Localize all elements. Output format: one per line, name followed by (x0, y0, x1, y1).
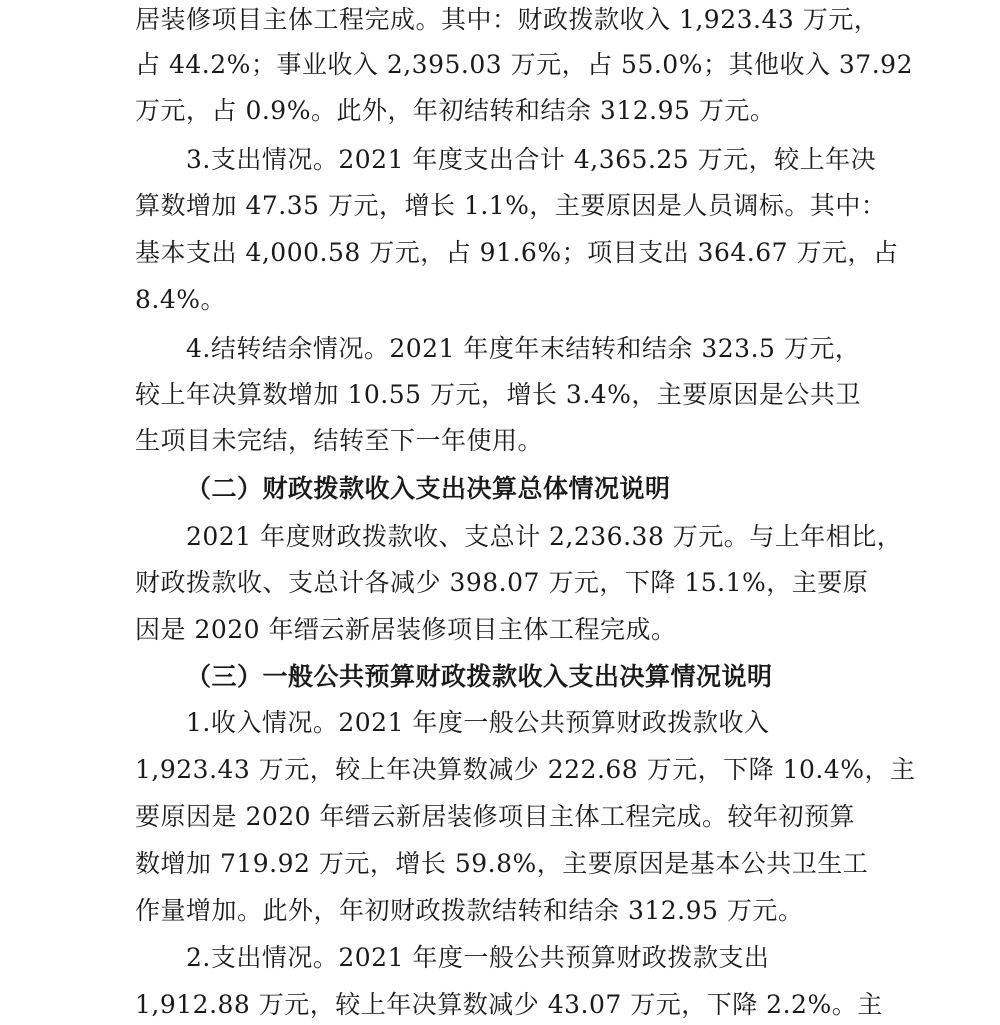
text-line: 居装修项目主体工程完成。其中：财政拨款收入 1,923.43 万元， (135, 5, 880, 34)
text-line: 财政拨款收、支总计各减少 398.07 万元，下降 15.1%，主要原 (135, 568, 869, 597)
text-line: 作量增加。此外，年初财政拨款结转和结余 312.95 万元。 (135, 896, 804, 925)
paragraph-heading-expenditure: 3.支出情况。2021 年度支出合计 4,365.25 万元，较上年决 (186, 145, 877, 174)
text-line: 2021 年度财政拨款收、支总计 2,236.38 万元。与上年相比， (186, 522, 903, 551)
paragraph-heading-expenditure-2: 2.支出情况。2021 年度一般公共预算财政拨款支出 (186, 943, 770, 972)
text-line: 生项目未完结，结转至下一年使用。 (135, 426, 544, 455)
text-line: 数增加 719.92 万元，增长 59.8%，主要原因是基本公共卫生工 (135, 849, 869, 878)
paragraph-heading-balance: 4.结转结余情况。2021 年度年末结转和结余 323.5 万元， (186, 334, 861, 363)
text-line: 1,923.43 万元，较上年决算数减少 222.68 万元，下降 10.4%，主 (135, 755, 916, 784)
text-line: 算数增加 47.35 万元，增长 1.1%，主要原因是人员调标。其中： (135, 191, 887, 220)
text-line: 1,912.88 万元，较上年决算数减少 43.07 万元，下降 2.2%。主 (135, 990, 883, 1019)
text-line: 基本支出 4,000.58 万元，占 91.6%；项目支出 364.67 万元，占 (135, 238, 899, 267)
text-line: 万元，占 0.9%。此外，年初结转和结余 312.95 万元。 (135, 96, 776, 125)
text-line: 较上年决算数增加 10.55 万元，增长 3.4%，主要原因是公共卫 (135, 380, 861, 409)
text-line: 8.4%。 (135, 285, 227, 314)
text-line: 因是 2020 年缙云新居装修项目主体工程完成。 (135, 615, 677, 644)
text-line: 要原因是 2020 年缙云新居装修项目主体工程完成。较年初预算 (135, 802, 856, 831)
text-line: 占 44.2%；事业收入 2,395.03 万元，占 55.0%；其他收入 37.92 (135, 50, 913, 79)
section-heading-3: （三）一般公共预算财政拨款收入支出决算情况说明 (186, 662, 773, 691)
section-heading-2: （二）财政拨款收入支出决算总体情况说明 (186, 474, 671, 503)
paragraph-heading-income: 1.收入情况。2021 年度一般公共预算财政拨款收入 (186, 708, 770, 737)
